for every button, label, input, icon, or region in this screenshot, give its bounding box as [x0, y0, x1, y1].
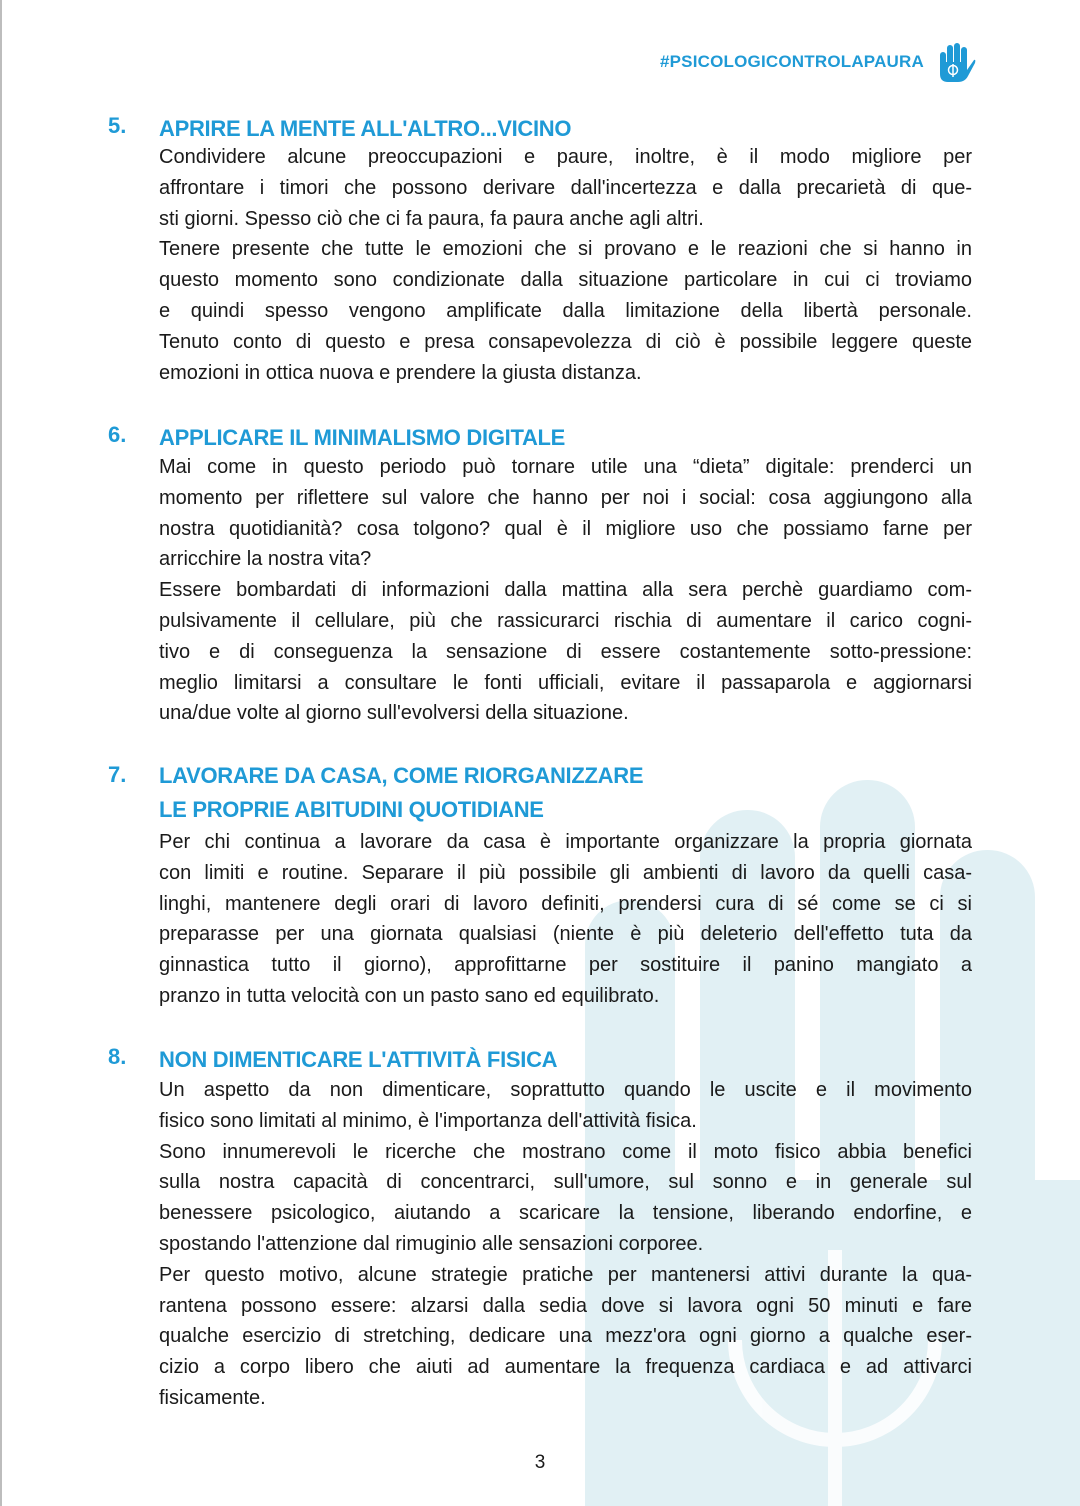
section-body	[159, 1075, 972, 1414]
section-title-line: APRIRE LA MENTE ALL'ALTRO...VICINO	[159, 116, 572, 141]
text-line: spostando l'attenzione dal rimuginio alle sensazioni corporee.	[159, 1232, 704, 1255]
section-title	[159, 759, 643, 827]
text-line: rantena possono essere: alzarsi dalla sedia dove si lavora ogni 50 minuti e fare	[159, 1294, 972, 1317]
section-title-line: APPLICARE IL MINIMALISMO DIGITALE	[159, 425, 566, 450]
text-line: Un aspetto da non dimenticare, soprattutto quando le uscite e il movimento	[159, 1079, 972, 1101]
section-body	[159, 827, 972, 1012]
text-line: momento per riflettere sul valore che hanno per noi i social: cosa aggiungono alla	[159, 486, 972, 509]
section-number: 7.	[108, 762, 127, 787]
text-line: fisicamente.	[159, 1386, 266, 1409]
section-number: 8.	[108, 1044, 127, 1069]
text-line: fisico sono limitati al minimo, è l'importanza dell'attività fisica.	[159, 1109, 697, 1132]
hashtag-link[interactable]: #PSICOLOGICONTROLAPAURA	[659, 52, 924, 71]
text-line: qualche esercizio di stretching, dedicare una mezz'ora ogni giorno a qualche eser-	[159, 1325, 972, 1348]
text-line: Per chi continua a lavorare da casa è importante organizzare la propria giornata	[159, 831, 972, 853]
text-line: ginnastica tutto il giorno), approfittarne per sostituire il panino mangiato a	[159, 954, 972, 977]
section-title-line: LE PROPRIE ABITUDINI QUOTIDIANE	[159, 797, 544, 822]
text-line: Essere bombardati di informazioni dalla mattina alla sera perchè guardiamo com-	[159, 579, 972, 602]
text-line: tivo e di conseguenza la sensazione di essere costantemente sotto-pressione:	[159, 640, 972, 663]
header	[660, 40, 976, 84]
section-body	[159, 452, 972, 729]
section-title	[159, 1043, 557, 1077]
raised-hand-icon	[932, 40, 976, 84]
text-line: con limiti e routine. Separare il più possibile gli ambienti di lavoro da quelli casa-	[159, 861, 972, 884]
section-number: 5.	[108, 113, 127, 138]
text-line: affrontare i timori che possono derivare dall'incertezza e dalla precarietà di que-	[159, 176, 972, 199]
text-line: Per questo motivo, alcune strategie pratiche per mantenersi attivi durante la qua-	[159, 1263, 972, 1286]
text-line: nostra quotidianità? cosa tolgono? qual è il migliore uso che possiamo farne per	[159, 517, 972, 540]
section-title-line: LAVORARE DA CASA, COME RIORGANIZZARE	[159, 763, 644, 788]
text-line: Tenuto conto di questo e presa consapevolezza di ciò è possibile leggere queste	[159, 330, 972, 353]
text-line: pranzo in tutta velocità con un pasto sano ed equilibrato.	[159, 984, 660, 1007]
text-line: e quindi spesso vengono amplificate dalla limitazione della libertà personale.	[159, 299, 972, 322]
text-line: arricchire la nostra vita?	[159, 548, 372, 571]
text-line: preparasse per una giornata qualsiasi (niente è più deleterio dell'effetto tuta da	[159, 923, 972, 946]
page-edge	[0, 0, 2, 1506]
section-title	[159, 421, 565, 455]
text-line: benessere psicologico, aiutando a scaricare la tensione, liberando endorfine, e	[159, 1202, 972, 1225]
text-line: pulsivamente il cellulare, più che rassicurarci rischia di aumentare il carico cogni-	[159, 609, 972, 632]
text-line: linghi, mantenere degli orari di lavoro definiti, prendersi cura di sé come se ci si	[159, 892, 972, 915]
text-line: questo momento sono condizionate dalla situazione particolare in cui ci troviamo	[159, 269, 972, 292]
text-line: emozioni in ottica nuova e prendere la giusta distanza.	[159, 361, 642, 384]
section-number: 6.	[108, 422, 127, 447]
text-line: Sono innumerevoli le ricerche che mostrano come il moto fisico abbia benefici	[159, 1140, 972, 1163]
text-line: Tenere presente che tutte le emozioni che si provano e le reazioni che si hanno in	[159, 238, 972, 261]
page-number: 3	[534, 1452, 546, 1473]
text-line: cizio a corpo libero che aiuti ad aumentare la frequenza cardiaca e ad attivarci	[159, 1356, 972, 1379]
text-line: sulla nostra capacità di concentrarci, sull'umore, sul sonno e in generale sul	[159, 1171, 972, 1194]
text-line: sti giorni. Spesso ciò che ci fa paura, fa paura anche agli altri.	[159, 207, 704, 230]
section-title	[159, 112, 571, 146]
text-line: meglio limitarsi a consultare le fonti ufficiali, evitare il passaparola e aggiornarsi	[159, 671, 972, 694]
section-body	[159, 142, 972, 388]
text-line: Mai come in questo periodo può tornare utile una “dieta” digitale: prenderci un	[159, 456, 972, 478]
section-title-line: NON DIMENTICARE L'ATTIVITÀ FISICA	[159, 1047, 558, 1072]
text-line: una/due volte al giorno sull'evolversi della situazione.	[159, 702, 629, 725]
text-line: Condividere alcune preoccupazioni e paure, inoltre, è il modo migliore per	[159, 146, 972, 168]
